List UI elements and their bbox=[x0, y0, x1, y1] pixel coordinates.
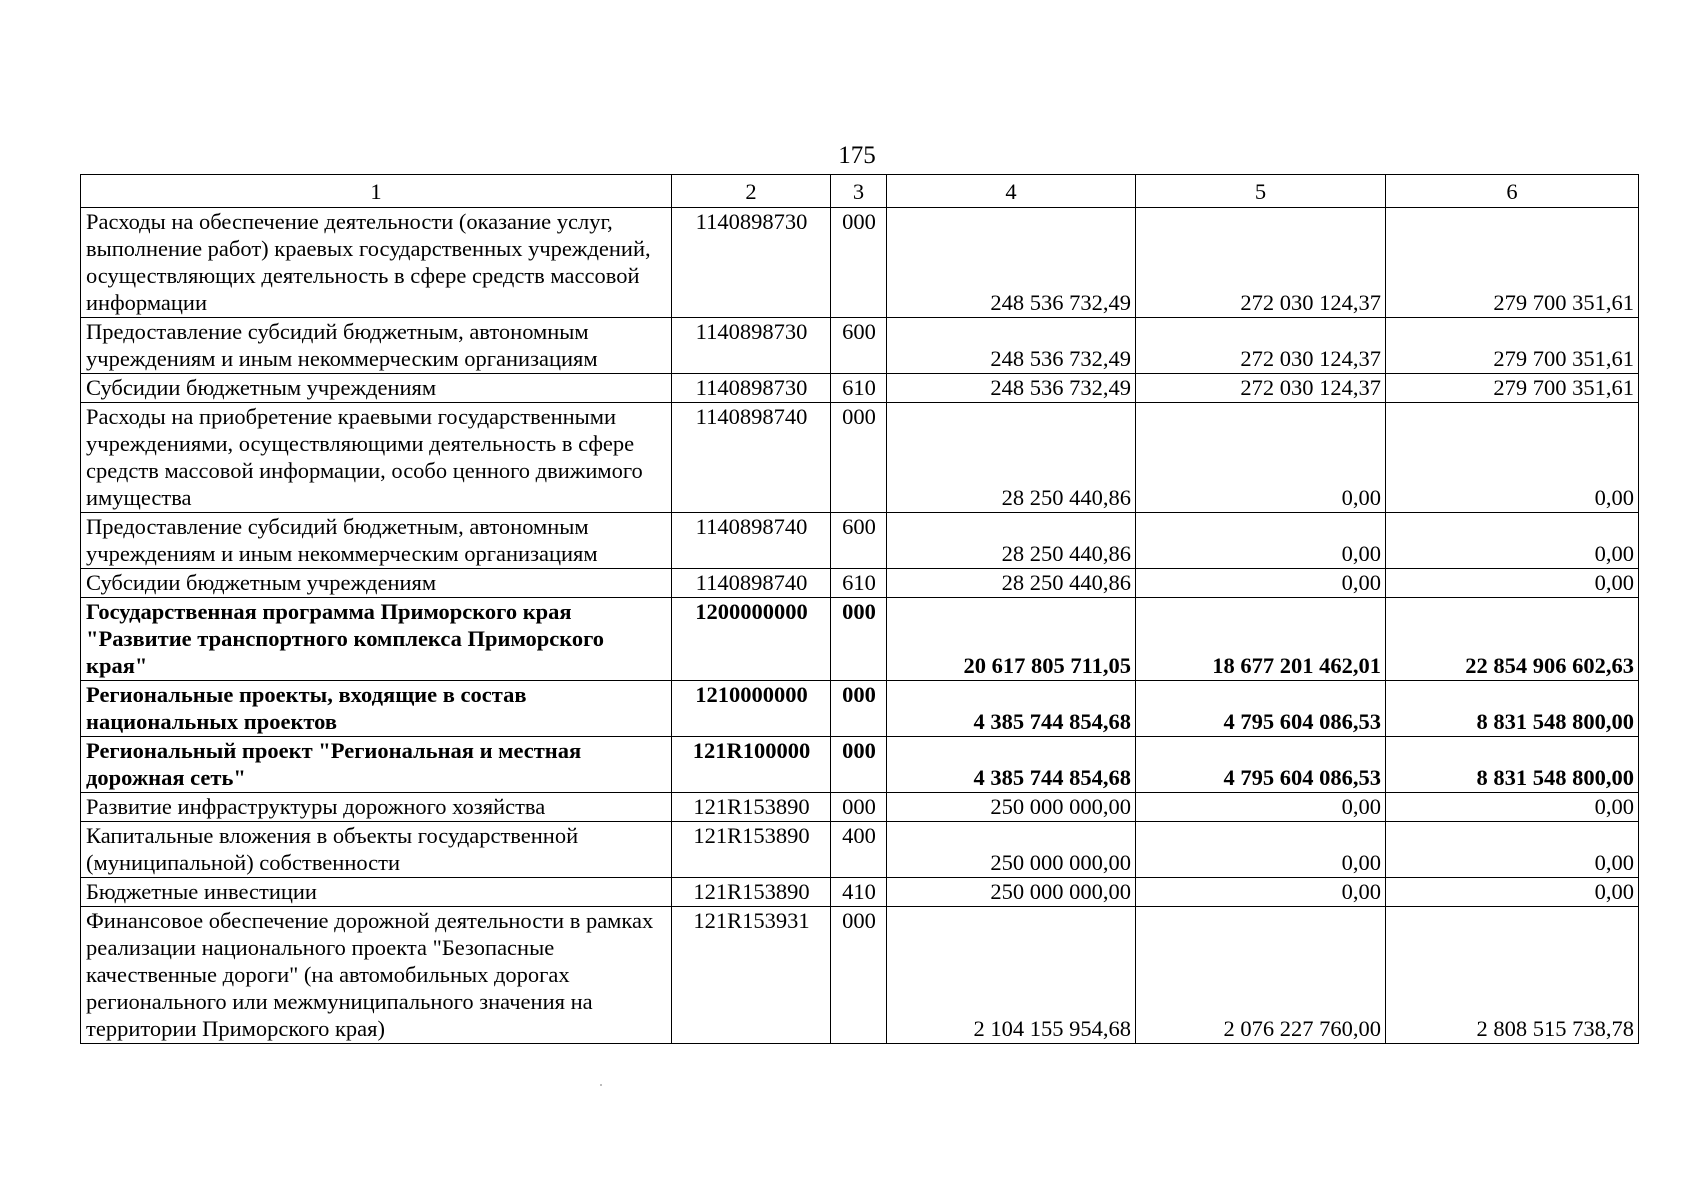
row-name-cell: Бюджетные инвестиции bbox=[81, 878, 672, 907]
row-value-col4: 28 250 440,86 bbox=[887, 569, 1136, 598]
row-value-col4: 4 385 744 854,68 bbox=[887, 681, 1136, 737]
row-value-col4: 20 617 805 711,05 bbox=[887, 598, 1136, 681]
header-col-4: 4 bbox=[887, 175, 1136, 208]
row-type-cell: 000 bbox=[831, 208, 887, 318]
row-code-cell: 1140898740 bbox=[672, 513, 831, 569]
row-name-cell: Развитие инфраструктуры дорожного хозяйства bbox=[81, 793, 672, 822]
row-value-col6: 2 808 515 738,78 bbox=[1386, 907, 1639, 1044]
table-row bbox=[81, 681, 1639, 737]
row-type-cell: 000 bbox=[831, 681, 887, 737]
row-type-cell: 000 bbox=[831, 403, 887, 513]
row-type-cell: 600 bbox=[831, 513, 887, 569]
table-row bbox=[81, 598, 1639, 681]
row-value-col5: 272 030 124,37 bbox=[1136, 374, 1386, 403]
table-row bbox=[81, 737, 1639, 793]
row-type-cell: 000 bbox=[831, 737, 887, 793]
row-value-col4: 248 536 732,49 bbox=[887, 318, 1136, 374]
row-name-cell: Региональный проект "Региональная и местная дорожная сеть" bbox=[81, 737, 672, 793]
row-value-col6: 279 700 351,61 bbox=[1386, 318, 1639, 374]
row-value-col4: 250 000 000,00 bbox=[887, 793, 1136, 822]
row-name-cell: Расходы на обеспечение деятельности (оказание услуг, выполнение работ) краевых государственных учреждений, осуществляющих деятельность в сфере средств массовой информации bbox=[81, 208, 672, 318]
row-code-cell: 121R153890 bbox=[672, 822, 831, 878]
table-row bbox=[81, 374, 1639, 403]
row-code-cell: 121R153890 bbox=[672, 793, 831, 822]
row-type-cell: 600 bbox=[831, 318, 887, 374]
table-row bbox=[81, 318, 1639, 374]
row-value-col4: 28 250 440,86 bbox=[887, 403, 1136, 513]
row-type-cell: 610 bbox=[831, 569, 887, 598]
row-name-cell: Расходы на приобретение краевыми государственными учреждениями, осуществляющими деятельность в сфере средств массовой информации, особо ценного движимого имущества bbox=[81, 403, 672, 513]
row-value-col6: 279 700 351,61 bbox=[1386, 374, 1639, 403]
row-value-col4: 2 104 155 954,68 bbox=[887, 907, 1136, 1044]
row-name-cell: Региональные проекты, входящие в состав национальных проектов bbox=[81, 681, 672, 737]
row-name-cell: Субсидии бюджетным учреждениям bbox=[81, 569, 672, 598]
row-name-cell: Финансовое обеспечение дорожной деятельности в рамках реализации национального проекта "Безопасные качественные дороги" (на автомобильных дорогах регионального или межмуниципального значения на территории Приморского края) bbox=[81, 907, 672, 1044]
row-value-col5: 18 677 201 462,01 bbox=[1136, 598, 1386, 681]
row-type-cell: 610 bbox=[831, 374, 887, 403]
row-value-col5: 272 030 124,37 bbox=[1136, 318, 1386, 374]
row-code-cell: 121R100000 bbox=[672, 737, 831, 793]
row-value-col6: 279 700 351,61 bbox=[1386, 208, 1639, 318]
row-name-cell: Предоставление субсидий бюджетным, автономным учреждениям и иным некоммерческим организациям bbox=[81, 318, 672, 374]
row-value-col5: 272 030 124,37 bbox=[1136, 208, 1386, 318]
scan-speck bbox=[600, 1084, 602, 1086]
row-value-col4: 4 385 744 854,68 bbox=[887, 737, 1136, 793]
row-value-col5: 4 795 604 086,53 bbox=[1136, 681, 1386, 737]
row-value-col6: 0,00 bbox=[1386, 822, 1639, 878]
row-value-col6: 0,00 bbox=[1386, 793, 1639, 822]
row-value-col5: 0,00 bbox=[1136, 822, 1386, 878]
row-value-col5: 0,00 bbox=[1136, 513, 1386, 569]
row-value-col6: 8 831 548 800,00 bbox=[1386, 737, 1639, 793]
row-name-cell: Капитальные вложения в объекты государственной (муниципальной) собственности bbox=[81, 822, 672, 878]
header-row bbox=[81, 175, 1639, 208]
row-value-col6: 0,00 bbox=[1386, 403, 1639, 513]
header-col-3: 3 bbox=[831, 175, 887, 208]
row-type-cell: 000 bbox=[831, 907, 887, 1044]
row-code-cell: 1140898730 bbox=[672, 318, 831, 374]
header-col-6: 6 bbox=[1386, 175, 1639, 208]
row-value-col6: 8 831 548 800,00 bbox=[1386, 681, 1639, 737]
row-value-col6: 22 854 906 602,63 bbox=[1386, 598, 1639, 681]
row-type-cell: 400 bbox=[831, 822, 887, 878]
row-code-cell: 121R153931 bbox=[672, 907, 831, 1044]
page-number: 175 bbox=[838, 142, 876, 169]
budget-table bbox=[80, 174, 1639, 1044]
row-value-col5: 0,00 bbox=[1136, 569, 1386, 598]
table-row bbox=[81, 793, 1639, 822]
table-row bbox=[81, 822, 1639, 878]
row-type-cell: 000 bbox=[831, 598, 887, 681]
row-code-cell: 1200000000 bbox=[672, 598, 831, 681]
row-code-cell: 1140898730 bbox=[672, 208, 831, 318]
row-value-col4: 248 536 732,49 bbox=[887, 208, 1136, 318]
row-value-col5: 0,00 bbox=[1136, 793, 1386, 822]
row-type-cell: 000 bbox=[831, 793, 887, 822]
row-name-cell: Субсидии бюджетным учреждениям bbox=[81, 374, 672, 403]
row-name-cell: Предоставление субсидий бюджетным, автономным учреждениям и иным некоммерческим организациям bbox=[81, 513, 672, 569]
header-col-2: 2 bbox=[672, 175, 831, 208]
table-row bbox=[81, 208, 1639, 318]
table-body bbox=[81, 175, 1639, 1044]
row-value-col5: 2 076 227 760,00 bbox=[1136, 907, 1386, 1044]
row-value-col5: 0,00 bbox=[1136, 878, 1386, 907]
table-row bbox=[81, 403, 1639, 513]
table-row bbox=[81, 878, 1639, 907]
table-row bbox=[81, 569, 1639, 598]
table-row bbox=[81, 513, 1639, 569]
header-col-5: 5 bbox=[1136, 175, 1386, 208]
row-name-cell: Государственная программа Приморского края "Развитие транспортного комплекса Приморского края" bbox=[81, 598, 672, 681]
row-code-cell: 121R153890 bbox=[672, 878, 831, 907]
row-value-col6: 0,00 bbox=[1386, 878, 1639, 907]
row-code-cell: 1210000000 bbox=[672, 681, 831, 737]
row-value-col4: 250 000 000,00 bbox=[887, 878, 1136, 907]
row-value-col6: 0,00 bbox=[1386, 513, 1639, 569]
row-code-cell: 1140898740 bbox=[672, 569, 831, 598]
row-value-col4: 250 000 000,00 bbox=[887, 822, 1136, 878]
row-code-cell: 1140898740 bbox=[672, 403, 831, 513]
header-col-1: 1 bbox=[81, 175, 672, 208]
row-type-cell: 410 bbox=[831, 878, 887, 907]
row-code-cell: 1140898730 bbox=[672, 374, 831, 403]
row-value-col5: 0,00 bbox=[1136, 403, 1386, 513]
row-value-col4: 28 250 440,86 bbox=[887, 513, 1136, 569]
row-value-col4: 248 536 732,49 bbox=[887, 374, 1136, 403]
row-value-col6: 0,00 bbox=[1386, 569, 1639, 598]
row-value-col5: 4 795 604 086,53 bbox=[1136, 737, 1386, 793]
table-row bbox=[81, 907, 1639, 1044]
